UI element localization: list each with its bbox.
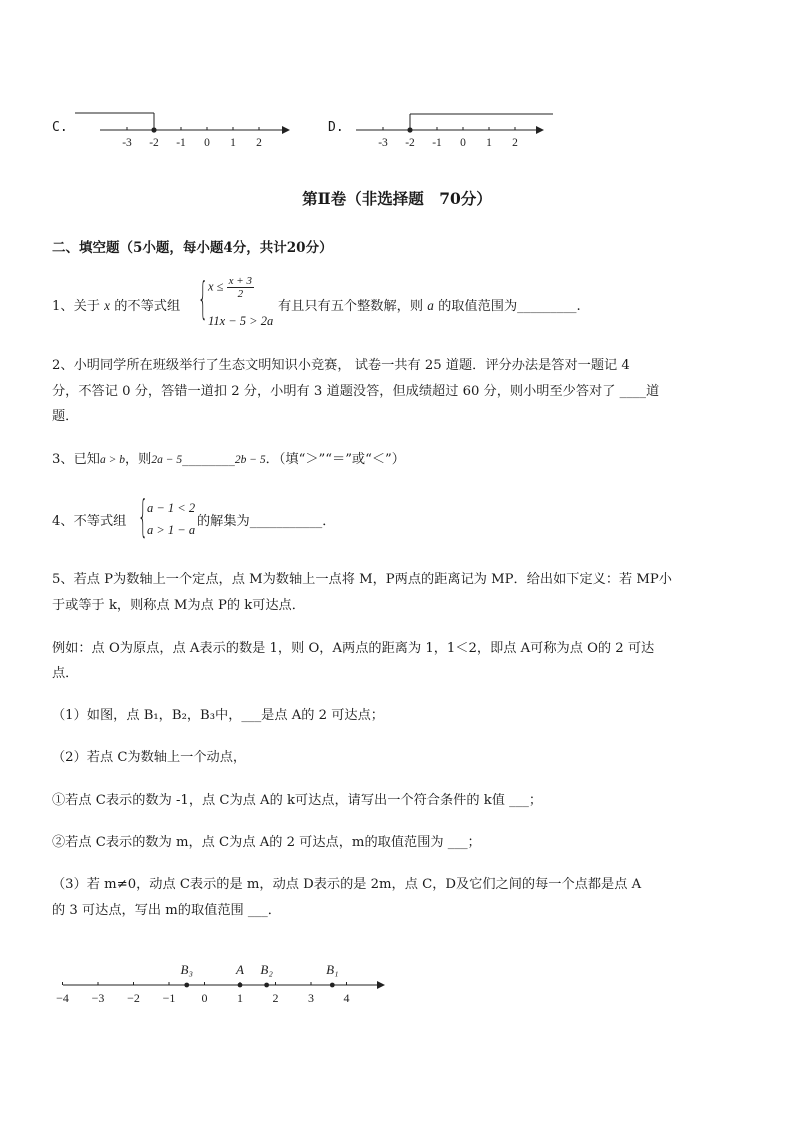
point-marker (330, 983, 335, 988)
d-tick-label: -1 (432, 137, 442, 149)
q1-system-line2: 11x − 5 > 2a (208, 314, 274, 328)
axis-tick-label: −3 (91, 991, 105, 1005)
q5-sub2a: ①若点 C表示的数为 -1，点 C为点 A的 k可达点，请写出一个符合条件的 k值 ___； (52, 793, 543, 808)
q3-cond: a > b (99, 454, 125, 466)
q5-sub1: （1）如图，点 B₁，B₂，B₃中，___是点 A的 2 可达点； (52, 708, 384, 723)
q3-prefix: 3、已知 (52, 452, 100, 467)
c-tick-label: -1 (176, 137, 186, 149)
point-label: B₂ (260, 962, 273, 977)
option-c-numberline (70, 108, 300, 150)
q1-suffix-b: 的取值范围为_________. (438, 299, 581, 314)
q5-sub2: （2）若点 C为数轴上一个动点， (52, 750, 247, 765)
q1-var-a: a (427, 298, 434, 313)
question-3 (52, 450, 742, 470)
q5-para1: 5、若点 P为数轴上一个定点，点 M为数轴上一点将 M，P两点的距离记为 MP．给出如下定义：若 MP小 (52, 572, 672, 587)
c-tick-label: 0 (204, 137, 210, 149)
q1-var-x: x (104, 298, 111, 313)
c-tick-label: -2 (149, 137, 159, 149)
question-1 (52, 275, 752, 335)
d-tick-label: 2 (512, 137, 518, 149)
point-label: B₁ (326, 962, 339, 977)
option-d-numberline (348, 108, 568, 150)
q4-brace-icon: { (138, 491, 148, 542)
option-c-label: C. (52, 120, 68, 135)
q5-example2: 点． (52, 666, 79, 681)
q1-frac-num: x + 3 (228, 275, 252, 287)
q3-blank: ________ (182, 452, 235, 467)
q1-prefix: 1、关于 (52, 299, 100, 314)
q4-suffix: 的解集为___________． (197, 514, 336, 529)
d-tick-label: 0 (460, 137, 466, 149)
axis-tick-label: 0 (201, 991, 208, 1005)
c-tick-label: -3 (122, 137, 132, 149)
axis-tick-label: 1 (237, 991, 243, 1005)
d-tick-label: -2 (405, 137, 415, 149)
number-line-figure (55, 955, 400, 1005)
point-marker (264, 983, 269, 988)
d-tick-label: -3 (378, 137, 388, 149)
axis-tick-label: −4 (56, 991, 69, 1005)
q5-sub3b: 的 3 可达点，写出 m的取值范围 ___． (52, 903, 281, 918)
q1-mid: 的不等式组 (114, 299, 181, 314)
section-title: 第Ⅱ卷（非选择题 70分） (302, 189, 492, 208)
q2-line3: 题． (52, 409, 79, 424)
axis-tick-label: 3 (308, 991, 314, 1005)
d-tick-label: 1 (486, 137, 492, 149)
q5-sub2b: ②若点 C表示的数为 m，点 C为点 A的 2 可达点，m的取值范围为 ___； (52, 835, 481, 850)
q5-para2: 于或等于 k，则称点 M为点 P的 k可达点． (52, 598, 305, 613)
q4-system-line1: a − 1 < 2 (147, 501, 196, 515)
q3-mid: ，则 (124, 452, 152, 467)
axis-tick-label: −2 (127, 991, 140, 1005)
q5-sub3a: （3）若 m≠0，动点 C表示的是 m，动点 D表示的是 2m，点 C，D及它们之间的每一个点都是点 A (52, 877, 642, 892)
axis-arrow-icon (377, 981, 385, 989)
q1-frac-den: 2 (237, 288, 244, 300)
point-label: A (236, 962, 244, 977)
q5-example1: 例如：点 O为原点，点 A表示的数是 1，则 O，A两点的距离为 1，1＜2，即点 A可称为点 O的 2 可达 (52, 641, 655, 656)
question-4 (52, 491, 752, 542)
c-tick-label: 2 (256, 137, 262, 149)
axis-tick-label: −1 (162, 991, 176, 1005)
q4-system-line2: a > 1 − a (147, 523, 196, 537)
point-marker (238, 983, 243, 988)
point-marker (184, 983, 189, 988)
q2-line1: 2、小明同学所在班级举行了生态文明知识小竞赛， 试卷一共有 25 道题．评分办法是答对一题记 4 (52, 358, 630, 373)
q3-lhs: 2a − 5 (151, 454, 183, 466)
q4-prefix: 4、不等式组 (52, 514, 127, 529)
point-label: B₃ (180, 962, 193, 977)
axis-tick-label: 4 (343, 991, 350, 1005)
c-tick-label: 1 (230, 137, 236, 149)
option-d-label: D. (328, 120, 344, 135)
q2-line2: 分，不答记 0 分，答错一道扣 2 分，小明有 3 道题没答，但成绩超过 60 分，则小明至少答对了 ____道 (52, 384, 660, 399)
q3-suffix: ．（填“＞”“＝”或“＜”） (265, 452, 405, 467)
q1-brace-icon: { (198, 273, 208, 324)
axis-tick-label: 2 (272, 991, 279, 1005)
section-heading: 二、填空题（5小题，每小题4分，共计20分） (52, 240, 333, 256)
q1-system-line1-lhs: x ≤ (208, 279, 224, 294)
q3-rhs: 2b − 5 (234, 454, 266, 466)
q1-suffix-a: 有且只有五个整数解，则 (278, 299, 424, 314)
